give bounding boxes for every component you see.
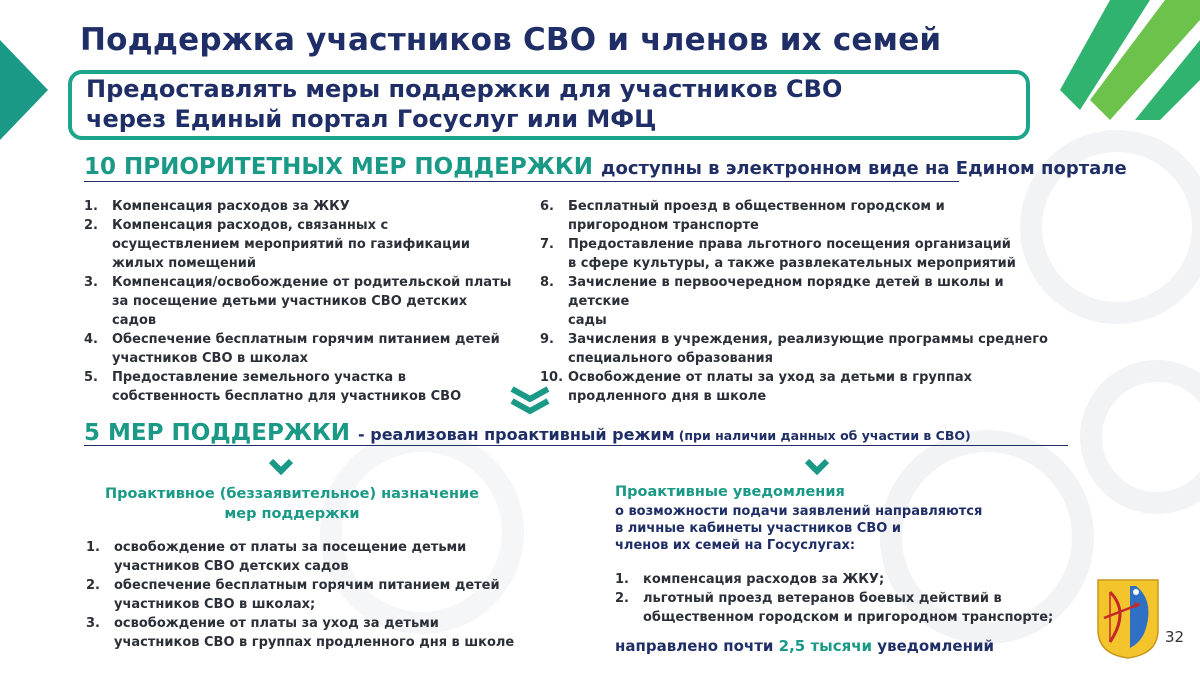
- proactive-heading-main: 5 МЕР ПОДДЕРЖКИ: [84, 420, 351, 446]
- proactive-heading-rest: - реализован проактивный режим: [358, 425, 675, 444]
- proactive-right-title: Проактивные уведомления: [615, 484, 845, 500]
- subtitle: [86, 74, 842, 134]
- priority-list-left: [84, 197, 514, 406]
- list-item: 10. Освобождение от платы за уход за детьми в группах продленного дня в школе: [540, 370, 972, 404]
- list-item: 1. Компенсация расходов за ЖКУ: [84, 199, 350, 214]
- proactive-list-right: [615, 570, 1075, 627]
- notification-description: [615, 503, 1035, 554]
- list-item: 3. Компенсация/освобождение от родительской платы за посещение детьми участников СВО детских садов: [84, 275, 512, 328]
- proactive-heading: [84, 420, 971, 446]
- list-item: 6. Бесплатный проезд в общественном городском и пригородном транспорте: [540, 199, 945, 233]
- bg-decor-circle: [1080, 360, 1200, 514]
- text-line: о возможности подачи заявлений направляются: [615, 504, 983, 519]
- divider: [84, 181, 959, 182]
- list-item: 2. Компенсация расходов, связанных с осуществлением мероприятий по газификации жилых помещений: [84, 218, 470, 271]
- proactive-left-title: [84, 484, 500, 524]
- text-line: членов их семей на Госуслугах:: [615, 538, 856, 553]
- priority-list-right: [540, 197, 1060, 406]
- chevron-down-icon: [804, 458, 830, 476]
- priority-heading: [84, 154, 1127, 180]
- text-line: в личные кабинеты участников СВО и: [615, 521, 901, 536]
- coat-of-arms-logo: [1096, 578, 1160, 660]
- list-item: 1. компенсация расходов за ЖКУ;: [615, 572, 885, 587]
- notifications-sent: направлено почти 2,5 тысячи уведомлений: [615, 637, 994, 655]
- title-line: мер поддержки: [224, 506, 360, 522]
- list-item: 5. Предоставление земельного участка в собственность бесплатно для участников СВО: [84, 370, 462, 404]
- left-decor-triangle: [0, 40, 48, 140]
- list-item: 2. льготный проезд ветеранов боевых действий в общественном городском и пригородном транспорте;: [615, 591, 1054, 625]
- priority-heading-rest: доступны в электронном виде на Едином портале: [600, 158, 1127, 179]
- list-item: 9. Зачисления в учреждения, реализующие программы среднего специального образования: [540, 332, 1048, 366]
- proactive-heading-note: (при наличии данных об участии в СВО): [678, 428, 971, 443]
- subtitle-line: через Единый портал Госуслуг или МФЦ: [86, 105, 657, 133]
- list-item: 3. освобождение от платы за уход за детьми участников СВО в группах продленного дня в школе: [86, 616, 515, 650]
- notifications-count: 2,5 тысячи: [778, 637, 873, 655]
- list-item: 1. освобождение от платы за посещение детьми участников СВО детских садов: [86, 540, 467, 574]
- list-item: 8. Зачисление в первоочередном порядке детей в школы и детские сады: [540, 275, 1004, 328]
- title-line: Проактивное (беззаявительное) назначение: [105, 486, 479, 502]
- corner-decor-stripes: [1040, 0, 1200, 120]
- list-item: 2. обеспечение бесплатным горячим питанием детей участников СВО в школах;: [86, 578, 500, 612]
- double-chevron-down-icon: [508, 386, 552, 416]
- subtitle-line: Предоставлять меры поддержки для участников СВО: [86, 75, 843, 103]
- page-title: Поддержка участников СВО и членов их семей: [80, 22, 942, 58]
- divider: [84, 445, 1068, 446]
- page-number: 32: [1165, 628, 1185, 646]
- priority-heading-main: 10 ПРИОРИТЕТНЫХ МЕР ПОДДЕРЖКИ: [84, 154, 593, 180]
- proactive-list-left: [86, 538, 536, 652]
- chevron-down-icon: [268, 458, 294, 476]
- list-item: 4. Обеспечение бесплатным горячим питанием детей участников СВО в школах: [84, 332, 500, 366]
- list-item: 7. Предоставление права льготного посещения организаций в сфере культуры, а также развлекательных мероприятий: [540, 237, 1016, 271]
